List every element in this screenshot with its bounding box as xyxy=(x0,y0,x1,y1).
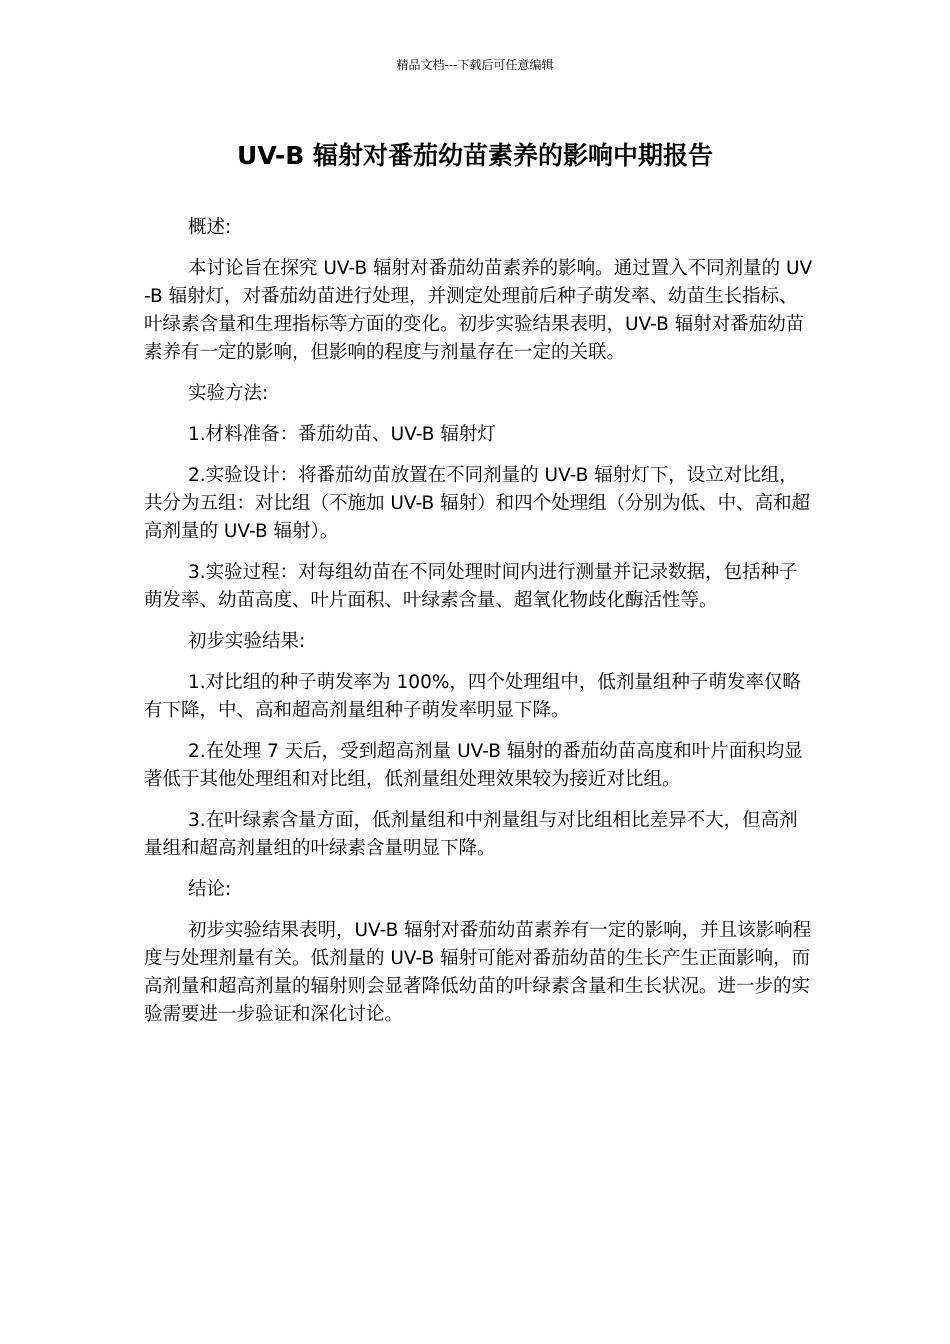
method-item: 3.实验过程：对每组幼苗在不同处理时间内进行测量并记录数据，包括种子萌发率、幼苗高度、叶片面积、叶绿素含量、超氧化物歧化酶活性等。 xyxy=(144,562,798,611)
result-item: 2.在处理 7 天后，受到超高剂量 UV-B 辐射的番茄幼苗高度和叶片面积均显著低于其他处理组和对比组，低剂量组处理效果较为接近对比组。 xyxy=(144,741,803,790)
conclusion-paragraph: 初步实验结果表明，UV-B 辐射对番茄幼苗素养有一定的影响，并且该影响程度与处理剂量有关。低剂量的 UV-B 辐射可能对番茄幼苗的生长产生正面影响，而高剂量和超高剂量的辐射则会显著降低幼苗的叶绿素含量和生长状况。进一步的实验需要进一步验证和深化讨论。 xyxy=(144,920,812,1025)
header-note: 精品文档---下载后可任意编辑 xyxy=(396,58,554,72)
overview-paragraph: 本讨论旨在探究 UV-B 辐射对番茄幼苗素养的影响。通过置入不同剂量的 UV-B 辐射灯，对番茄幼苗进行处理，并测定处理前后种子萌发率、幼苗生长指标、叶绿素含量和生理指标等方面的变化。初步实验结果表明，UV-B 辐射对番茄幼苗素养有一定的影响，但影响的程度与剂量存在一定的关联。 xyxy=(144,258,813,363)
document-body xyxy=(144,214,816,1042)
methods-heading: 实验方法: xyxy=(188,383,269,404)
conclusion-heading: 结论: xyxy=(188,879,232,900)
document-title: UV-B 辐射对番茄幼苗素养的影响中期报告 xyxy=(237,141,713,170)
results-heading: 初步实验结果: xyxy=(188,631,306,652)
overview-heading: 概述: xyxy=(188,217,232,238)
result-item: 3.在叶绿素含量方面，低剂量组和中剂量组与对比组相比差异不大，但高剂量组和超高剂量组的叶绿素含量明显下降。 xyxy=(144,810,798,859)
result-item: 1.对比组的种子萌发率为 100%，四个处理组中，低剂量组种子萌发率仅略有下降，中、高和超高剂量组种子萌发率明显下降。 xyxy=(144,672,801,721)
method-item: 2.实验设计：将番茄幼苗放置在不同剂量的 UV-B 辐射灯下，设立对比组，共分为五组：对比组（不施加 UV-B 辐射）和四个处理组（分别为低、中、高和超高剂量的 UV-B 辐射）。 xyxy=(144,465,811,542)
method-item: 1.材料准备：番茄幼苗、UV-B 辐射灯 xyxy=(188,424,496,445)
